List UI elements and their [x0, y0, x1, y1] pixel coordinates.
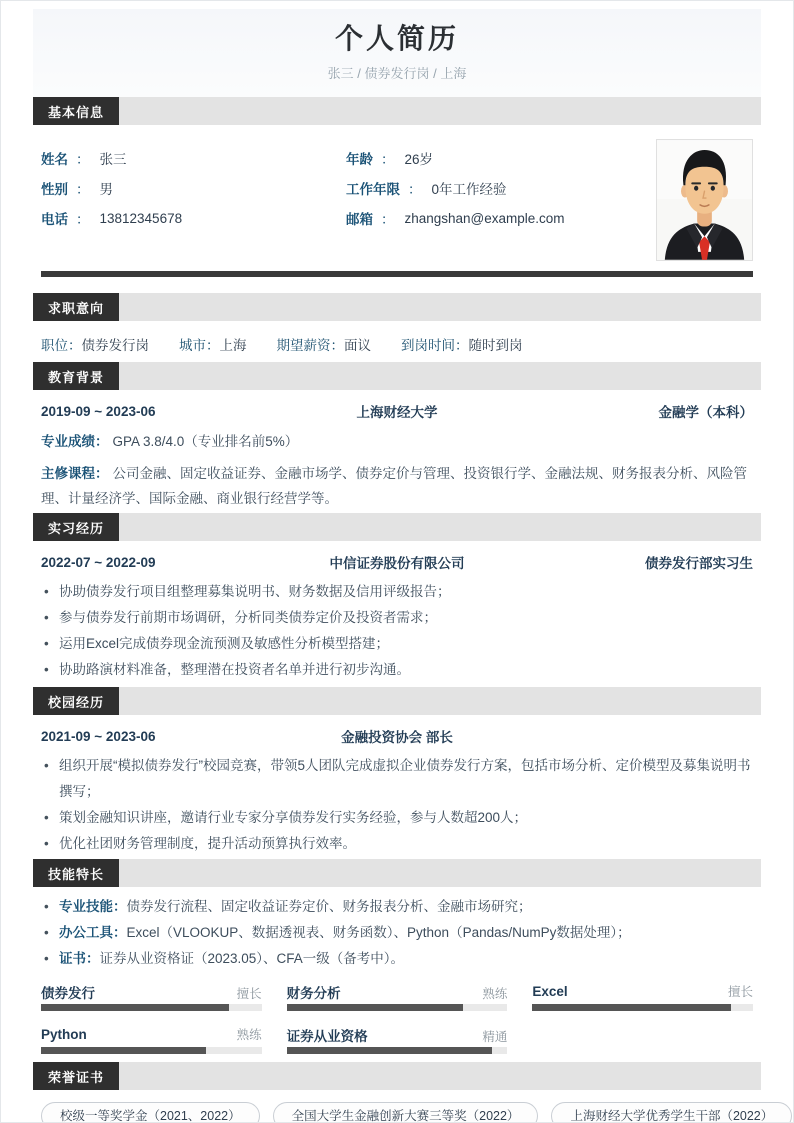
intent-city [179, 334, 247, 354]
skills-bullets [41, 894, 753, 972]
section-title: 荣誉证书 [33, 1062, 119, 1090]
section-heading-bar [119, 362, 761, 390]
list-item: • 组织开展“模拟债券发行”校园竞赛，带领5人团队完成虚拟企业债券发行方案，包括市场分析、定价模型及募集说明书撰写； [41, 753, 753, 805]
skill-bar-name: Python [41, 1027, 87, 1042]
skill-label: 专业技能： [59, 899, 127, 914]
profile-photo [656, 139, 753, 261]
gpa-value: GPA 3.8/4.0（专业排名前5%） [112, 434, 299, 449]
skill-bar-fill [41, 1047, 206, 1054]
section-title: 实习经历 [33, 513, 119, 541]
section-heading-internship [33, 513, 761, 541]
education-header-row [41, 401, 753, 421]
skill-bar-bond-issuance [41, 982, 262, 1011]
list-item: • 协助路演材料准备，整理潜在投资者名单并进行初步沟通。 [41, 657, 753, 683]
field-value: 张三 [99, 152, 127, 167]
section-heading-bar [119, 1062, 761, 1090]
list-item [41, 920, 753, 946]
honor-badge: 上海财经大学优秀学生干部（2022） [551, 1102, 792, 1123]
profile-photo-illustration [657, 140, 752, 260]
field-colon: ： [381, 152, 395, 167]
skill-bar-level: 熟练 [482, 987, 508, 1001]
skill-bar-track [532, 1004, 753, 1011]
skill-bar-python [41, 1025, 262, 1054]
skill-bar-fill [532, 1004, 731, 1011]
honor-badge: 校级一等奖学金（2021、2022） [41, 1102, 260, 1123]
intent-label: 城市： [179, 338, 220, 353]
internship-bullets [41, 579, 753, 683]
skill-bar-fill [287, 1004, 464, 1011]
honor-badges-row [41, 1102, 774, 1123]
skill-bar-level: 熟练 [236, 1028, 262, 1042]
skill-bar-level: 擅长 [727, 985, 753, 999]
intent-value: 面议 [344, 338, 371, 353]
basic-info-block [41, 139, 753, 261]
internship-company: 中信证券股份有限公司 [329, 556, 465, 571]
field-colon: ： [76, 152, 90, 167]
field-age [346, 143, 656, 173]
campus-bullets [41, 753, 753, 857]
field-value: 13812345678 [99, 210, 183, 226]
skill-bar-fill [287, 1047, 492, 1054]
skill-bar-level: 擅长 [236, 987, 262, 1001]
field-email [346, 203, 656, 233]
intent-label: 职位： [41, 338, 82, 353]
intent-availability [401, 334, 523, 354]
field-name [41, 143, 346, 173]
intent-salary [277, 334, 372, 354]
field-label: 性别 [41, 182, 68, 197]
skill-value: 证券从业资格证（2023.05）、CFA一级（备考中）。 [99, 951, 405, 966]
list-item [41, 946, 753, 972]
intent-label: 期望薪资： [276, 338, 344, 353]
section-title: 教育背景 [33, 362, 119, 390]
section-heading-honors [33, 1062, 761, 1090]
basic-info-col-right [346, 143, 656, 261]
campus-organization: 金融投资协会 部长 [341, 730, 453, 745]
intent-value: 债券发行岗 [81, 338, 149, 353]
section-heading-bar [119, 513, 761, 541]
field-value: 0年工作经验 [431, 182, 507, 197]
intent-value: 上海 [219, 338, 247, 353]
field-phone [41, 203, 346, 233]
skill-bar-name: 财务分析 [286, 986, 341, 1001]
field-value: zhangshan@example.com [404, 210, 565, 226]
skill-bar-name: 证券从业资格 [286, 1029, 368, 1044]
skill-bar-track [41, 1004, 262, 1011]
section-heading-bar [119, 97, 761, 125]
education-school: 上海财经大学 [356, 405, 438, 420]
field-label: 电话 [41, 212, 68, 227]
internship-role: 债券发行部实习生 [645, 556, 753, 571]
resume-header [33, 9, 761, 97]
field-work-years [346, 173, 656, 203]
education-degree: 金融学（本科） [658, 405, 753, 420]
skill-bar-track [41, 1047, 262, 1054]
list-item [41, 894, 753, 920]
intent-label: 到岗时间： [401, 338, 469, 353]
section-title: 校园经历 [33, 687, 119, 715]
section-heading-skills [33, 859, 761, 887]
internship-header-row [41, 552, 753, 572]
skill-bar-track [287, 1004, 508, 1011]
page-title: 个人简历 [334, 23, 459, 54]
list-item: • 策划金融知识讲座，邀请行业专家分享债券发行实务经验，参与人数超200人； [41, 805, 753, 831]
education-period: 2019-09 ~ 2023-06 [41, 403, 156, 419]
skill-bar-name: 债券发行 [41, 986, 95, 1001]
skill-bar-track [287, 1047, 508, 1054]
skill-bar-name: Excel [532, 984, 568, 999]
field-label: 年龄 [346, 152, 373, 167]
field-gender [41, 173, 346, 203]
section-heading-education [33, 362, 761, 390]
skill-value: Excel（VLOOKUP、数据透视表、财务函数）、Python（Pandas/NumPy数据处理）； [126, 925, 631, 940]
field-label: 姓名 [41, 152, 68, 167]
courses-label: 主修课程： [41, 466, 109, 481]
education-courses-row [41, 461, 753, 511]
internship-period: 2022-07 ~ 2022-09 [41, 554, 156, 570]
section-title: 技能特长 [33, 859, 119, 887]
list-item: • 优化社团财务管理制度，提升活动预算执行效率。 [41, 831, 753, 857]
skill-value: 债券发行流程、固定收益证券定价、财务报表分析、金融市场研究； [126, 899, 532, 914]
skill-label: 办公工具： [59, 925, 127, 940]
skill-bar-excel [532, 982, 753, 1011]
basic-info-grid [41, 139, 656, 261]
section-heading-bar [119, 859, 761, 887]
field-colon: ： [76, 212, 90, 227]
basic-info-col-left [41, 143, 346, 261]
skill-bar-financial-analysis [287, 982, 508, 1011]
job-intention-row [41, 334, 753, 354]
intent-value: 随时到岗 [468, 338, 523, 353]
campus-period: 2021-09 ~ 2023-06 [41, 728, 156, 744]
courses-value: 公司金融、固定收益证券、金融市场学、债券定价与管理、投资银行学、金融法规、财务报表分析、风险管理、计量经济学、国际金融、商业银行经营学等。 [41, 466, 747, 506]
intent-position [41, 334, 149, 354]
page-subtitle: 张三 / 债券发行岗 / 上海 [327, 66, 467, 81]
field-label: 邮箱 [346, 212, 373, 227]
skill-label: 证书： [59, 951, 100, 966]
gpa-label: 专业成绩： [41, 434, 109, 449]
list-item: • 协助债券发行项目组整理募集说明书、财务数据及信用评级报告； [41, 579, 753, 605]
field-label: 工作年限 [346, 182, 400, 197]
field-colon: ： [381, 212, 395, 227]
section-heading-bar [119, 293, 761, 321]
skill-bar-level: 精通 [482, 1030, 508, 1044]
list-item: • 参与债券发行前期市场调研，分析同类债券定价及投资者需求； [41, 605, 753, 631]
field-colon: ： [408, 182, 422, 197]
section-divider [41, 271, 753, 277]
honor-badge: 全国大学生金融创新大赛三等奖（2022） [273, 1102, 539, 1123]
campus-header-row [41, 726, 753, 746]
field-value: 男 [99, 182, 113, 197]
section-title: 求职意向 [33, 293, 119, 321]
skill-bar-securities-qualification [287, 1025, 508, 1054]
skill-bar-fill [41, 1004, 229, 1011]
field-value: 26岁 [404, 152, 434, 167]
section-heading-campus [33, 687, 761, 715]
field-colon: ： [76, 182, 90, 197]
section-heading-basic-info [33, 97, 761, 125]
section-heading-job-intention [33, 293, 761, 321]
list-item: • 运用Excel完成债券现金流预测及敏感性分析模型搭建； [41, 631, 753, 657]
education-gpa-row [41, 429, 753, 454]
section-heading-bar [119, 687, 761, 715]
section-title: 基本信息 [33, 97, 119, 125]
skill-bars-grid [41, 982, 753, 1054]
